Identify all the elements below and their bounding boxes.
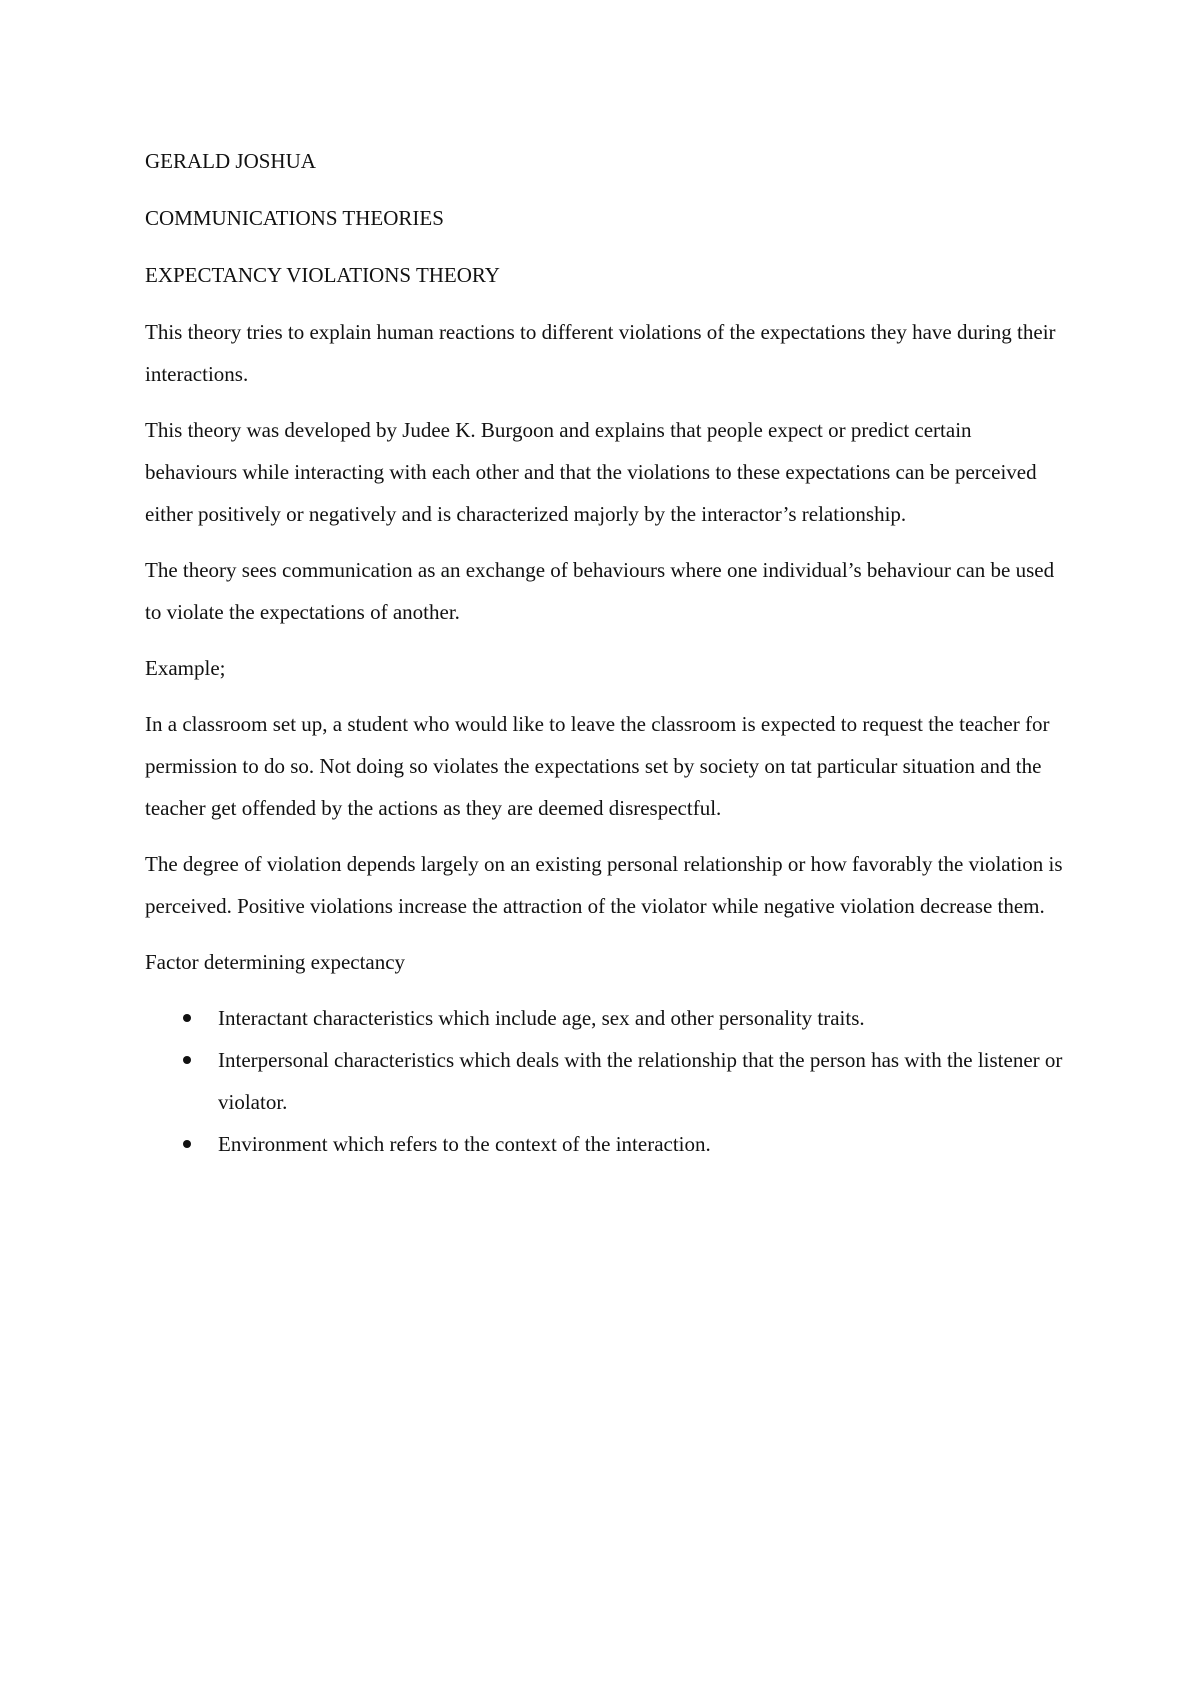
list-item bbox=[145, 997, 1065, 1039]
list-item-text: Interpersonal characteristics which deals with the relationship that the person has with the listener or violator. bbox=[218, 1048, 1063, 1114]
bullet-icon bbox=[183, 1056, 191, 1064]
paragraph-origin: This theory was developed by Judee K. Burgoon and explains that people expect or predict certain behaviours while interacting with each other and that the violations to these expectations can be perceived either positively or negatively and is characterized majorly by the interactor’s relationship. bbox=[145, 418, 1037, 526]
list-item bbox=[145, 1039, 1065, 1123]
paragraph-degree: The degree of violation depends largely on an existing personal relationship or how favorably the violation is perceived. Positive violations increase the attraction of the violator while negative violation decrease them. bbox=[145, 852, 1063, 918]
course-title: COMMUNICATIONS THEORIES bbox=[145, 206, 444, 230]
author-name: GERALD JOSHUA bbox=[145, 149, 316, 173]
bullet-icon bbox=[183, 1014, 191, 1022]
list-item-text: Environment which refers to the context of the interaction. bbox=[218, 1132, 711, 1156]
factors-heading: Factor determining expectancy bbox=[145, 950, 406, 974]
list-item bbox=[145, 1123, 1065, 1165]
paragraph-communication: The theory sees communication as an exchange of behaviours where one individual’s behaviour can be used to violate the expectations of another. bbox=[145, 558, 1055, 624]
paragraph-example: In a classroom set up, a student who would like to leave the classroom is expected to request the teacher for permission to do so. Not doing so violates the expectations set by society on tat particular situation and the teacher get offended by the actions as they are deemed disrespectful. bbox=[145, 712, 1050, 820]
document-body bbox=[145, 140, 1065, 1165]
bullet-icon bbox=[183, 1140, 191, 1148]
example-label: Example; bbox=[145, 656, 226, 680]
topic-title: EXPECTANCY VIOLATIONS THEORY bbox=[145, 263, 500, 287]
list-item-text: Interactant characteristics which include age, sex and other personality traits. bbox=[218, 1006, 865, 1030]
paragraph-intro: This theory tries to explain human reactions to different violations of the expectations they have during their interactions. bbox=[145, 320, 1056, 386]
factors-list bbox=[145, 997, 1065, 1165]
